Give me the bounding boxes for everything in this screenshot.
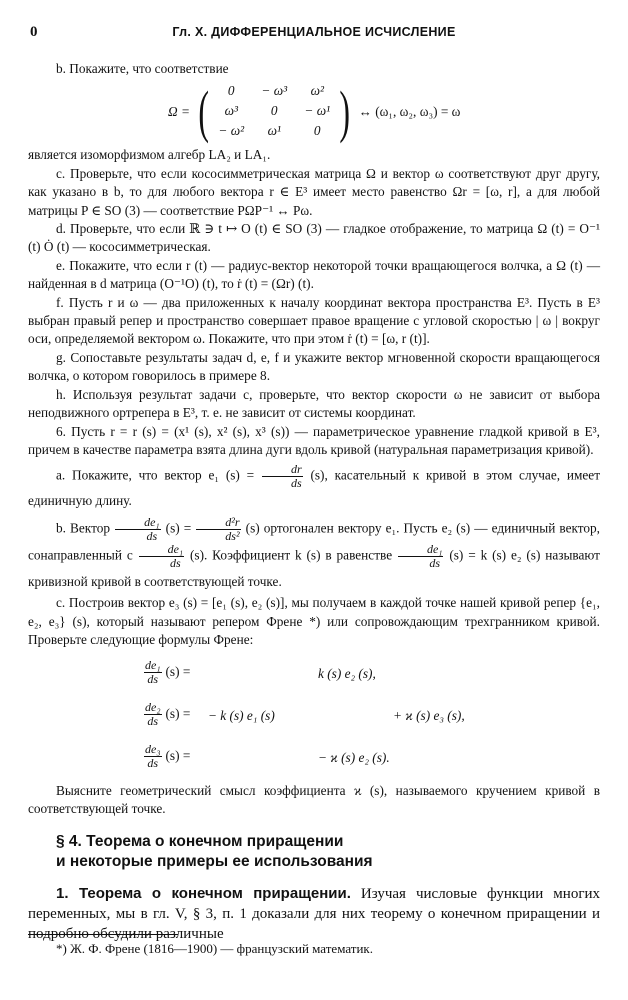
page-body: [28, 60, 600, 944]
frenet-question: Выясните геометрический смысл коэффициента ϰ (s), называемого кручением кривой в соответствующей точке.: [28, 782, 600, 816]
matrix-equation: [28, 80, 600, 144]
p6b-mid1: (s) =: [165, 520, 192, 536]
subsection-text: Изучая числовые функции многих переменных, мы в гл. V, § 3, п. 1 доказали для них теорему о конечном приращении и подробно обсудили различные: [28, 886, 600, 943]
matrix-cell: ω¹: [267, 123, 281, 139]
subsection-title: 1. Теорема о конечном приращении.: [56, 885, 351, 903]
problem-6: 6. Пусть r = r (s) = (x¹ (s), x² (s), x³ (s)) — параметрическое уравнение гладкой кривой в E³, причем в качестве параметра взята длина дуги вдоль кривой (натуральная параметризация кривой).: [28, 423, 600, 457]
fraction-d2r-ds2: $\frac{\text{d²r}}{\text{ds²}}$: [196, 516, 240, 543]
frenet-row: $\frac{\text{de₂}}{ds}$ (s) = − k (s) e₁ (s) + ϰ (s) e₃ (s),: [145, 700, 465, 729]
matrix-cell: ω³: [224, 103, 238, 119]
frenet-row: $\frac{\text{de₃}}{ds}$ (s) = − ϰ (s) e₂ (s).: [145, 742, 390, 771]
footnote-rule: [28, 934, 178, 935]
matrix-cell: − ω²: [218, 123, 245, 139]
subsection-intro: [28, 884, 600, 944]
problem-b-rest: является изоморфизмом алгебр LA₂ и LA₁.: [28, 147, 271, 163]
p6b-mid3: (s). Коэффициент k (s) в равенстве: [189, 547, 393, 563]
matrix-cell: 0: [270, 103, 278, 119]
matrix-cell: 0: [313, 123, 321, 139]
section-heading: [28, 832, 600, 872]
matrix-lhs: Ω =: [168, 104, 190, 120]
fraction-de1-ds: $\frac{\text{de₁}}{ds}$: [139, 543, 185, 570]
problem-c: c. Проверьте, что если кососимметрическая матрица Ω и вектор ω соответствуют друг другу, как указано в b, то для любого вектора r ∈ E³ имеет место равенство Ωr = [ω, r], а для любой матрицы P ∈ SO (3) — соответствие PΩP⁻¹ ↔ Pω.: [28, 165, 600, 218]
section-heading-line1: § 4. Теорема о конечном приращении: [56, 833, 344, 851]
problem-h: h. Используя результат задачи c, проверьте, что вектор скорости ω не зависит от выбора неподвижного ортрепера в E³, т. е. не зависит от системы координат.: [28, 386, 600, 421]
page-header: [30, 24, 598, 44]
p6a-before: a. Покажите, что вектор e₁ (s) =: [56, 467, 255, 483]
fraction-de1-ds: $\frac{\text{de₁}}{ds}$: [115, 516, 161, 543]
frenet-formulas: [28, 654, 600, 778]
problem-6a: [28, 463, 600, 512]
section-heading-line2: и некоторые примеры ее использования: [56, 853, 373, 871]
page-number: 0: [30, 24, 38, 40]
problem-6c: c. Построив вектор e₃ (s) = [e₁ (s), e₂ (s)], мы получаем в каждой точке нашей кривой репер {e₁, e₂, e₃} (s), который называют репером Френе *) или сопровождающим трехгранником кривой. Проверьте следующие формулы Френе:: [28, 595, 600, 648]
problem-g: g. Сопоставьте результаты задач d, e, f и укажите вектор мгновенной скорости вращающегося волчка, о котором говорилось в примере 8.: [28, 349, 600, 384]
problem-b-intro: b. Покажите, что соответствие: [56, 61, 229, 76]
matrix-cell: 0: [227, 83, 235, 99]
problem-f: f. Пусть r и ω — два приложенных к началу координат вектора пространства E³. Пусть в E³ выбран правый репер и пространство совершает правое вращение с угловой скоростью | ω | вокруг оси, определяемой вектором ω. Покажите, что при этом ṙ (t) = [ω, r (t)].: [28, 294, 600, 347]
fraction-de1-ds: $\frac{\text{de₁}}{ds}$: [398, 543, 444, 570]
fraction-dr-ds: $\frac{dr}{ds}$: [262, 463, 303, 490]
p6b-mid2: (s) ортогонален вектору e₁. Пусть e₂ (s) — единичный вектор, сонаправленный с: [28, 520, 601, 563]
matrix-rhs: ↔ (ω₁, ω₂, ω₃) = ω: [358, 104, 461, 120]
problem-6b: [28, 516, 600, 594]
matrix-grid: [213, 82, 335, 142]
matrix-cell: ω²: [310, 83, 324, 99]
footnote: *) Ж. Ф. Френе (1816—1900) — французский математик.: [56, 941, 373, 956]
problem-d: d. Проверьте, что если ℝ ∋ t ↦ O (t) ∈ SO (3) — гладкое отображение, то матрица Ω (t) = O⁻¹ (t) Ȯ (t) — кососимметрическая.: [28, 221, 600, 255]
matrix-cell: − ω³: [261, 83, 288, 99]
matrix-cell: − ω¹: [304, 103, 331, 119]
p6a-after: (s), касательный к кривой в этом случае, имеет единичную длину.: [28, 467, 601, 509]
problem-e: e. Покажите, что если r (t) — радиус-вектор некоторой точки вращающегося волчка, а Ω (t) — найденная в d матрица (O⁻¹O) (t), то ṙ (t) = (Ωr) (t).: [28, 257, 600, 292]
right-paren: ): [339, 79, 351, 145]
frenet-row: $\frac{\text{de₁}}{ds}$ (s) = k (s) e₂ (s),: [145, 658, 376, 687]
running-head: Гл. X. ДИФФЕРЕНЦИАЛЬНОЕ ИСЧИСЛЕНИЕ: [172, 25, 456, 39]
p6b-start: b. Вектор: [56, 520, 111, 536]
p6b-end: (s) = k (s) e₂ (s) называют кривизной кривой в соответствующей точке.: [28, 547, 600, 590]
left-paren: (: [198, 79, 209, 145]
